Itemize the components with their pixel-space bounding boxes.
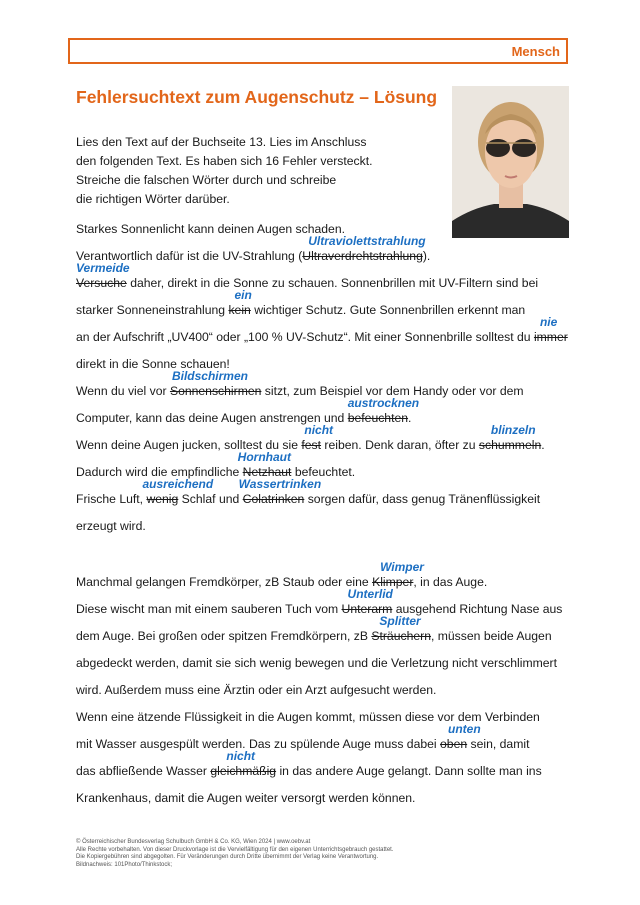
correction-label: unten: [448, 722, 481, 736]
text-segment: wird. Außerdem muss eine Ärztin oder ein Arzt aufgesucht werden.: [76, 683, 437, 697]
struck-word: wenig: [146, 492, 179, 506]
text-segment: , in das Auge.: [413, 575, 488, 589]
corrected-word: [478, 423, 542, 452]
text-segment: Schlaf und: [178, 492, 243, 506]
text-segment: Wenn eine ätzende Flüssigkeit in die Augen kommt, müssen diese vor dem Verbinden: [76, 710, 540, 724]
struck-word: Ultraverdrehtstrahlung: [302, 249, 423, 263]
struck-word: Versuche: [76, 276, 127, 290]
text-segment: Krankenhaus, damit die Augen weiter versorgt werden können.: [76, 791, 416, 805]
corrected-word: [238, 477, 322, 506]
corrected-word: [302, 234, 426, 263]
correction-label: Unterlid: [347, 587, 393, 601]
struck-word: schummeln: [478, 438, 542, 452]
correction-label: nicht: [304, 423, 334, 437]
corrected-word: [210, 749, 277, 778]
text-segment: .: [541, 438, 545, 452]
footer-line: Alle Rechte vorbehalten. Von dieser Druckvorlage ist die Vervielfältigung für den eigenen Unterrichtsgebrauch gestattet.: [76, 846, 394, 853]
correction-label: ausreichend: [142, 477, 214, 491]
correction-label: Hornhaut: [237, 450, 291, 464]
text-line: [76, 722, 530, 751]
text-line: [76, 587, 563, 616]
text-segment: abgedeckt werden, damit sie sich wenig bewegen und die Verletzung nicht verschlimmert: [76, 656, 557, 670]
text-line: [76, 315, 568, 344]
correction-label: Ultraviolettstrahlung: [308, 234, 426, 248]
text-segment: ).: [422, 249, 431, 263]
correction-label: austrocknen: [347, 396, 420, 410]
struck-word: immer: [533, 330, 568, 344]
text-segment: , müssen beide Augen: [430, 629, 552, 643]
struck-word: gleichmäßig: [210, 764, 277, 778]
text-segment: sein, damit: [467, 737, 530, 751]
text-segment: Wenn deine Augen jucken, solltest du sie: [76, 438, 302, 452]
text-segment: direkt in die Sonne schauen!: [76, 357, 230, 371]
text-line: [76, 791, 415, 805]
text-segment: daher, direkt in die Sonne zu schauen. Sonnenbrillen mit UV-Filtern sind bei: [126, 276, 539, 290]
text-segment: Frische Luft,: [76, 492, 147, 506]
footer-line: © Österreichischer Bundesverlag Schulbuch GmbH & Co. KG, Wien 2024 | www.oebv.at: [76, 839, 311, 845]
corrected-word: [371, 614, 431, 643]
text-segment: Starkes Sonnenlicht kann deinen Augen schaden.: [76, 222, 345, 236]
struck-word: Sonnenschirmen: [169, 384, 262, 398]
text-segment: befeuchtet.: [291, 465, 356, 479]
correction-label: Wassertrinken: [238, 477, 322, 491]
portrait-photo: [452, 86, 569, 238]
footer: [76, 839, 394, 869]
text-segment: .: [408, 411, 412, 425]
text-line: [76, 423, 545, 452]
text-line: [76, 369, 524, 398]
text-segment: reiben. Denk daran, öfter zu: [321, 438, 479, 452]
corrected-word: [347, 396, 420, 425]
text-line: [76, 261, 539, 290]
text-segment: ausgehend Richtung Nase aus: [392, 602, 563, 616]
correction-label: blinzeln: [490, 423, 536, 437]
instructions: [76, 133, 436, 209]
page-title: Fehlersuchtext zum Augenschutz – Lösung: [76, 87, 438, 107]
text-segment: Dadurch wird die empfindliche: [76, 465, 243, 479]
struck-word: befeuchten: [347, 411, 409, 425]
corrected-word: [440, 722, 481, 751]
correction-label: ein: [234, 288, 252, 302]
footer-line: Bildnachweis: 101Photo/Thinkstock;: [76, 861, 173, 868]
footer-line: Die Kopiergebühren sind abgegolten. Für Veränderungen durch Dritte übernimmt der Verlag keine Verantwortung.: [76, 854, 379, 861]
header-box: [68, 38, 568, 64]
struck-word: Colatrinken: [242, 492, 305, 506]
text-segment: Wenn du viel vor: [76, 384, 170, 398]
text-segment: starker Sonneneinstrahlung: [76, 303, 229, 317]
correction-label: nicht: [226, 749, 256, 763]
text-segment: Computer, kann das deine Augen anstrengen und: [76, 411, 348, 425]
text-segment: das abfließende Wasser: [76, 764, 211, 778]
text-segment: an der Aufschrift „UV400“ oder „100 % UV-Schutz“. Mit einer Sonnenbrille solltest du: [76, 330, 534, 344]
correction-label: Vermeide: [76, 261, 130, 275]
header-label: Mensch: [511, 44, 560, 59]
portrait-image: [452, 86, 569, 238]
struck-word: Klimper: [372, 575, 414, 589]
text-line: [76, 656, 557, 670]
text-segment: Manchmal gelangen Fremdkörper, zB Staub oder eine: [76, 575, 373, 589]
correction-label: Bildschirmen: [171, 369, 248, 383]
corrected-word: [228, 288, 252, 317]
corrected-word: [533, 315, 568, 344]
corrected-word: [169, 369, 262, 398]
text-line: [76, 396, 420, 425]
text-line: [76, 222, 345, 236]
struck-word: Unterarm: [341, 602, 393, 616]
text-line: [76, 749, 542, 778]
instruction-line: den folgenden Text. Es haben sich 16 Fehler versteckt.: [76, 154, 373, 168]
correction-label: Splitter: [379, 614, 421, 628]
text-line: [76, 519, 146, 533]
struck-word: kein: [228, 303, 251, 317]
struck-word: fest: [301, 438, 322, 452]
instruction-line: Streiche die falschen Wörter durch und schreibe: [76, 173, 337, 187]
struck-word: Netzhaut: [242, 465, 292, 479]
text-segment: erzeugt wird.: [76, 519, 146, 533]
correction-label: Wimper: [380, 560, 424, 574]
instruction-line: Lies den Text auf der Buchseite 13. Lies im Anschluss: [76, 135, 367, 149]
correction-label: nie: [539, 315, 558, 329]
text-segment: in das andere Auge gelangt. Dann sollte man ins: [276, 764, 542, 778]
text-segment: mit Wasser ausgespült werden. Das zu spülende Auge muss dabei: [76, 737, 441, 751]
text-segment: wichtiger Schutz. Gute Sonnenbrillen erkennt man: [250, 303, 526, 317]
text-line: [76, 560, 488, 589]
corrected-word: [76, 261, 130, 290]
struck-word: Sträuchern: [371, 629, 431, 643]
text-segment: Diese wischt man mit einem sauberen Tuch vom: [76, 602, 342, 616]
text-line: [76, 288, 526, 317]
text-segment: sitzt, zum Beispiel vor dem Handy oder vor dem: [261, 384, 524, 398]
text-line: [76, 683, 436, 697]
text-line: [76, 477, 541, 506]
text-segment: sorgen dafür, dass genug Tränenflüssigkeit: [304, 492, 541, 506]
text-line: [76, 614, 552, 643]
text-segment: Verantwortlich dafür ist die UV-Strahlung (: [76, 249, 303, 263]
struck-word: oben: [440, 737, 468, 751]
corrected-word: [301, 423, 334, 452]
instruction-line: die richtigen Wörter darüber.: [76, 192, 230, 206]
text-segment: dem Auge. Bei großen oder spitzen Fremdkörpern, zB: [76, 629, 372, 643]
